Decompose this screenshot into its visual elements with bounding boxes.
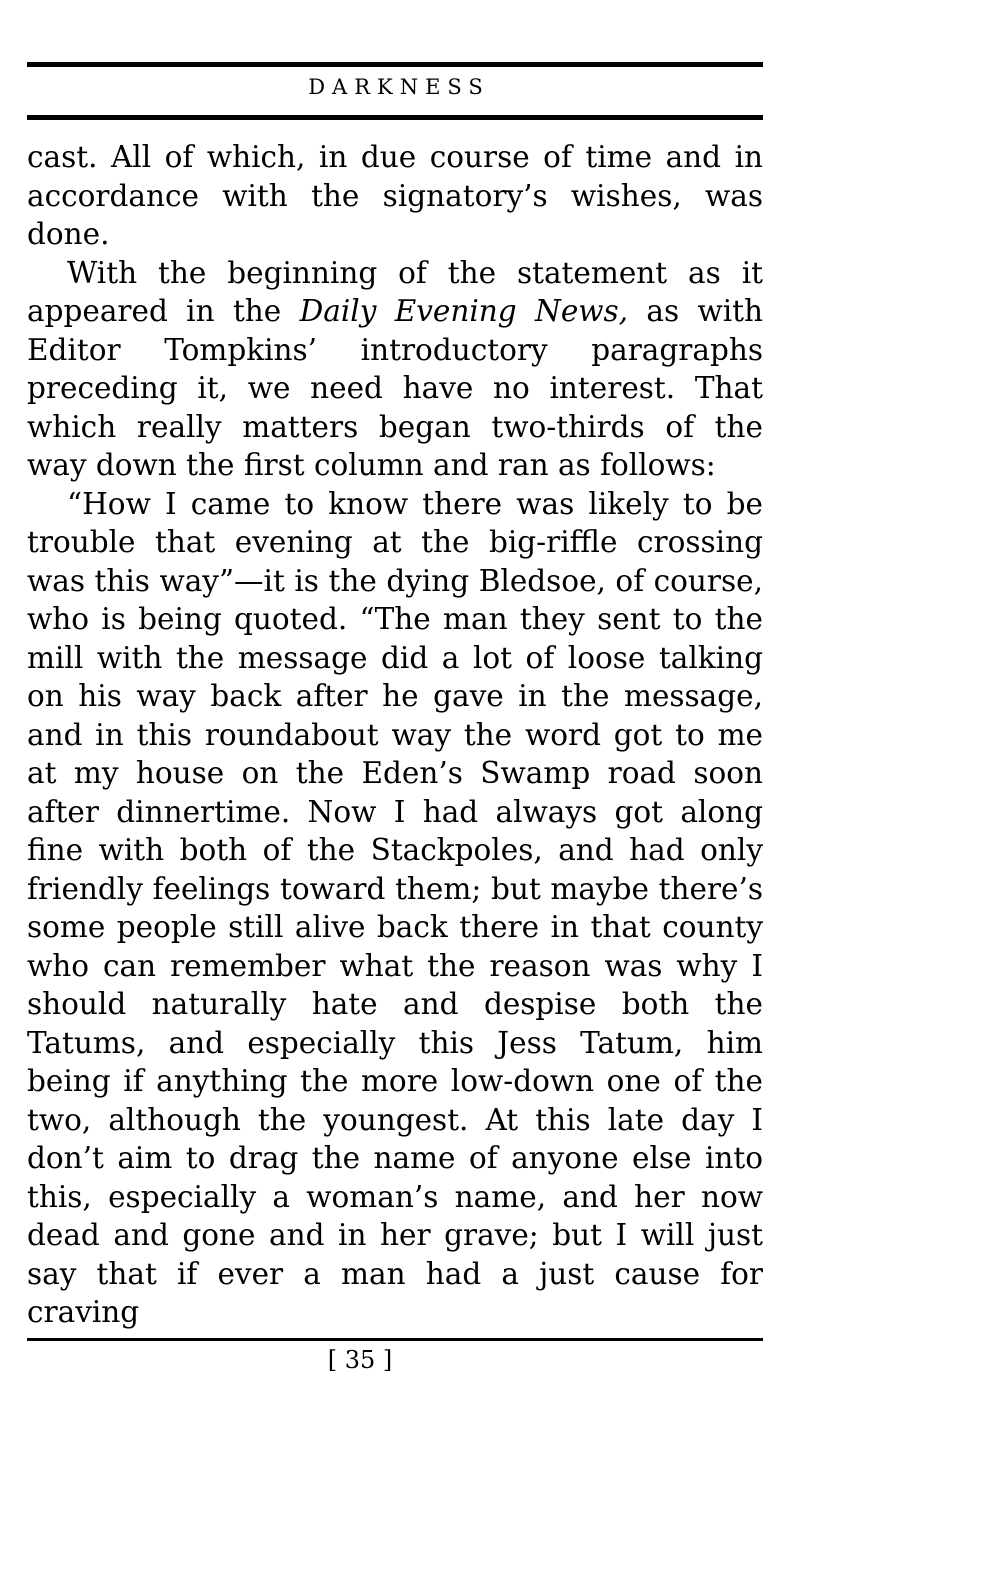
paragraph (27, 485, 763, 1332)
book-page (27, 62, 763, 1375)
paragraph-text: cast. All of which, in due course of time and in accordance with the signatory’s wishes, was done. (27, 140, 763, 251)
paragraph (27, 254, 763, 485)
paragraph (27, 138, 763, 254)
body-text (27, 138, 763, 1332)
header-bottom-rule (27, 115, 763, 120)
footer-rule (27, 1338, 763, 1341)
paragraph-text: as with Editor Tompkins’ introductory paragraphs preceding it, we need have no interest. That which really matters began two-thirds of the way down the first column and ran as follows: (27, 294, 763, 482)
paragraph-text: “How I came to know there was likely to be trouble that evening at the big-riffle crossing was this way”—it is the dying Bledsoe, of course, who is being quoted. “The man they sent to the mill with the message did a lot of loose talking on his way back after he gave in the message, and in this roundabout way the word got to me at my house on the Eden’s Swamp road soon after dinnertime. Now I had always got along fine with both of the Stackpoles, and had only friendly feelings toward them; but maybe there’s some people still alive back there in that county who can remember what the reason was why I should naturally hate and despise both the Tatums, and especially this Jess Tatum, him being if anything the more low-down one of the two, although the youngest. At this late day I don’t aim to drag the name of anyone else into this, especially a woman’s name, and her now dead and gone and in her grave; but I will just say that if ever a man had a just cause for craving (27, 486, 763, 1329)
running-head: DARKNESS (308, 75, 490, 99)
italic-text: Daily Evening News, (299, 294, 629, 328)
page-number: [ 35 ] (327, 1345, 393, 1374)
paragraph-text: With the beginning of the statement as it appeared in the (27, 255, 763, 328)
